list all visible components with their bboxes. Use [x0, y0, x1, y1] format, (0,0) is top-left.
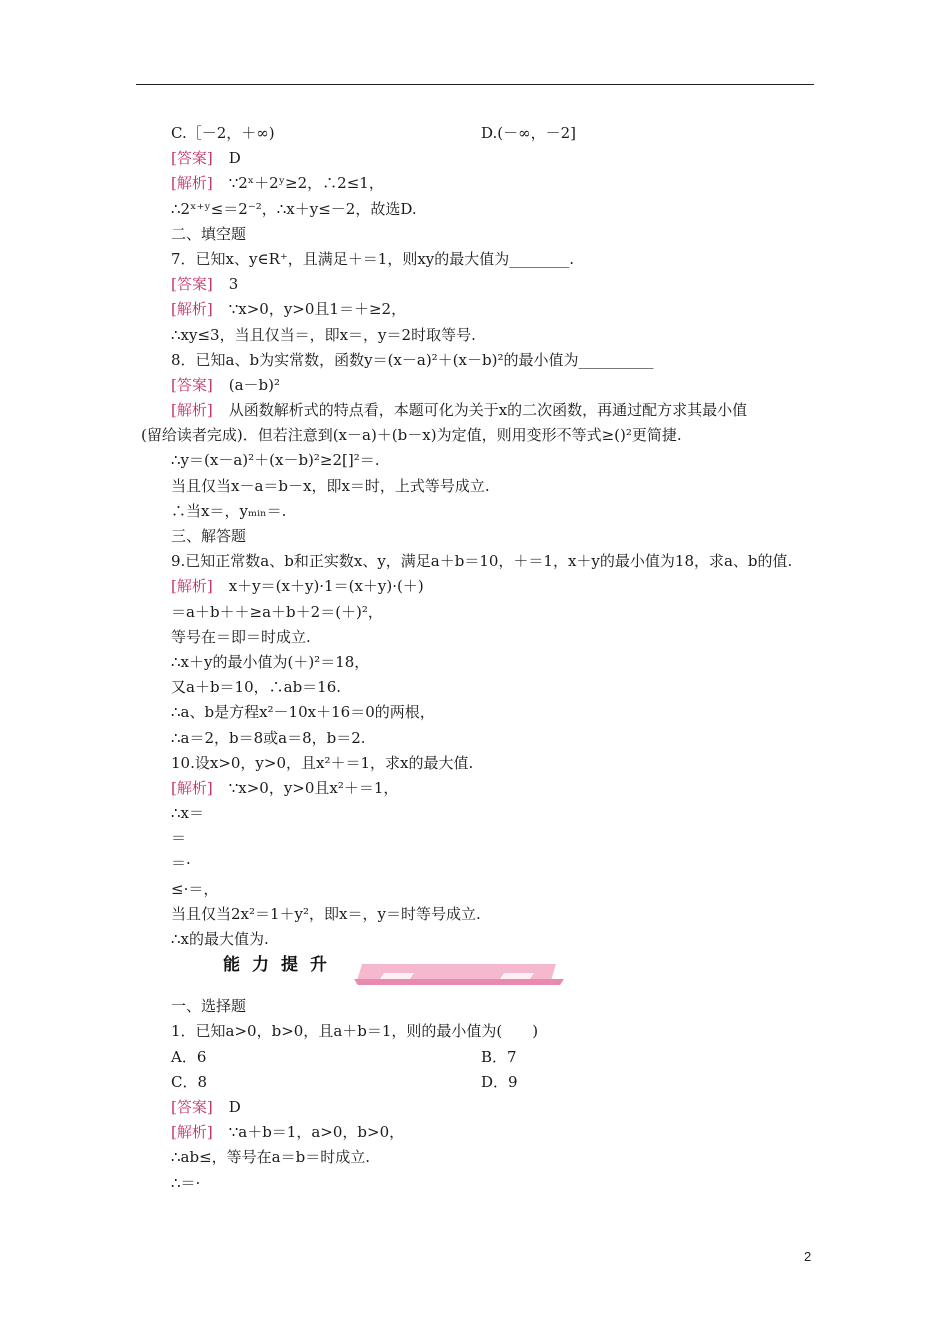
section-title: 能力提升 — [223, 955, 339, 976]
text-line — [171, 574, 831, 599]
line-text: 一、选择题 — [171, 997, 247, 1016]
page-number: 2 — [804, 1249, 812, 1264]
text-line — [171, 222, 831, 247]
line-text: 3 — [228, 275, 239, 294]
option-right: D．9 — [481, 1072, 518, 1091]
line-text: A．6 — [171, 1047, 207, 1066]
line-text: ∴y＝(x－a)²＋(x－b)²≥2[]²＝. — [171, 451, 380, 470]
line-text: ∵x>0，y>0且x²＋＝1， — [228, 778, 399, 797]
text-line — [171, 600, 831, 625]
text-line — [171, 398, 831, 423]
answer-tag: [答案] — [171, 149, 213, 168]
banner-ribbon-icon — [354, 960, 564, 988]
text-line — [171, 801, 831, 826]
text-line — [171, 675, 831, 700]
improvement-block — [171, 994, 831, 1196]
line-text: ≤·＝， — [171, 879, 219, 898]
line-text: ∴xy≤3，当且仅当＝，即x＝，y＝2时取等号. — [171, 325, 476, 344]
line-text: ∴x的最大值为. — [171, 930, 269, 948]
section-banner — [171, 952, 831, 994]
header-rule — [136, 84, 814, 85]
line-text: ∴当x＝，yₘᵢₙ＝. — [171, 501, 287, 520]
line-text: D — [228, 1097, 241, 1116]
line-text: 当且仅当x－a＝b－x，即x＝时，上式等号成立. — [171, 476, 490, 495]
text-line — [171, 247, 831, 272]
text-line — [171, 171, 831, 196]
line-text: C．8 — [171, 1072, 208, 1091]
text-line — [171, 877, 831, 902]
text-line — [171, 474, 831, 499]
line-text: 8．已知a、b为实常数，函数y＝(x－a)²＋(x－b)²的最小值为__________ — [171, 350, 654, 369]
line-text: ∴a＝2，b＝8或a＝8，b＝2. — [171, 728, 366, 747]
answer-tag: [解析] — [171, 577, 213, 596]
exercise-block — [141, 121, 831, 952]
text-line — [171, 902, 831, 927]
line-text: x＋y＝(x＋y)·1＝(x＋y)·(＋) — [228, 577, 424, 596]
line-text: 从函数解析式的特点看，本题可化为关于x的二次函数，再通过配方求其最小值 — [228, 401, 748, 420]
answer-tag: [解析] — [171, 778, 213, 797]
text-line — [171, 751, 831, 776]
answer-tag: [答案] — [171, 1097, 213, 1116]
line-text: 二、填空题 — [171, 224, 247, 243]
text-line — [171, 927, 831, 952]
option-right: B．7 — [481, 1047, 517, 1066]
line-text: 又a＋b＝10，∴ab＝16. — [171, 678, 342, 697]
line-text: ∴＝· — [171, 1173, 201, 1192]
text-line — [171, 323, 831, 348]
line-text: 10.设x>0，y>0，且x²＋＝1，求x的最大值. — [171, 753, 474, 772]
option-right: D.(－∞，－2] — [481, 124, 577, 142]
text-line — [171, 726, 831, 751]
line-text: (留给读者完成)．但若注意到(x－a)＋(b－x)为定值，则用变形不等式≥()²更简捷. — [141, 426, 682, 445]
answer-tag: [解析] — [171, 300, 213, 319]
text-line — [171, 1095, 831, 1120]
text-line — [171, 776, 831, 801]
text-line — [171, 1070, 831, 1095]
text-line — [171, 197, 831, 222]
line-text: (a－b)² — [228, 375, 280, 394]
line-text: ∴ab≤，等号在a＝b＝时成立. — [171, 1148, 370, 1167]
text-line — [171, 524, 831, 549]
text-line — [171, 650, 831, 675]
answer-tag: [解析] — [171, 1123, 213, 1142]
text-line — [171, 448, 831, 473]
line-text: C.［－2，＋∞) — [171, 124, 275, 142]
text-line — [171, 121, 831, 146]
text-line — [171, 700, 831, 725]
line-text: ∴x＝ — [171, 804, 205, 823]
text-line — [171, 146, 831, 171]
text-line — [171, 1171, 831, 1196]
text-line — [171, 373, 831, 398]
text-line — [171, 1019, 831, 1044]
answer-tag: [答案] — [171, 375, 213, 394]
line-text: ∵x>0，y>0且1＝＋≥2， — [228, 300, 407, 319]
answer-tag: [解析] — [171, 401, 213, 420]
line-text: 9.已知正常数a、b和正实数x、y，满足a＋b＝10，＋＝1，x＋y的最小值为18，求a、b的值. — [171, 552, 793, 571]
text-line — [171, 994, 831, 1019]
line-text: D — [228, 149, 241, 168]
line-text: ＝ — [171, 829, 187, 848]
text-line — [171, 499, 831, 524]
text-line — [171, 826, 831, 851]
line-text: 当且仅当2x²＝1＋y²，即x＝，y＝时等号成立. — [171, 904, 481, 923]
text-line — [171, 1145, 831, 1170]
line-text: ∴2ˣ⁺ʸ≤＝2⁻²，∴x＋y≤－2，故选D. — [171, 199, 417, 218]
line-text: ＝· — [171, 854, 191, 873]
line-text: 1．已知a>0，b>0，且a＋b＝1，则的最小值为( ) — [171, 1022, 539, 1041]
line-text: 7．已知x、y∈R⁺，且满足＋＝1，则xy的最大值为________. — [171, 249, 575, 268]
text-line — [171, 348, 831, 373]
line-text: ＝a＋b＋＋≥a＋b＋2＝(＋)²， — [171, 602, 383, 621]
text-line — [171, 851, 831, 876]
text-line — [171, 1120, 831, 1145]
document-body — [141, 121, 831, 1196]
text-line — [171, 1045, 831, 1070]
text-line — [171, 625, 831, 650]
text-line — [141, 423, 831, 448]
text-line — [171, 272, 831, 297]
text-line — [171, 549, 831, 574]
text-line — [171, 297, 831, 322]
answer-tag: [答案] — [171, 275, 213, 294]
line-text: 等号在＝即＝时成立. — [171, 627, 311, 646]
line-text: ∴a、b是方程x²－10x＋16＝0的两根， — [171, 703, 435, 722]
line-text: ∵2ˣ＋2ʸ≥2，∴2≤1， — [228, 174, 384, 193]
answer-tag: [解析] — [171, 174, 213, 193]
line-text: ∵a＋b＝1，a>0，b>0， — [228, 1123, 405, 1142]
line-text: ∴x＋y的最小值为(＋)²＝18， — [171, 652, 370, 671]
line-text: 三、解答题 — [171, 527, 247, 545]
